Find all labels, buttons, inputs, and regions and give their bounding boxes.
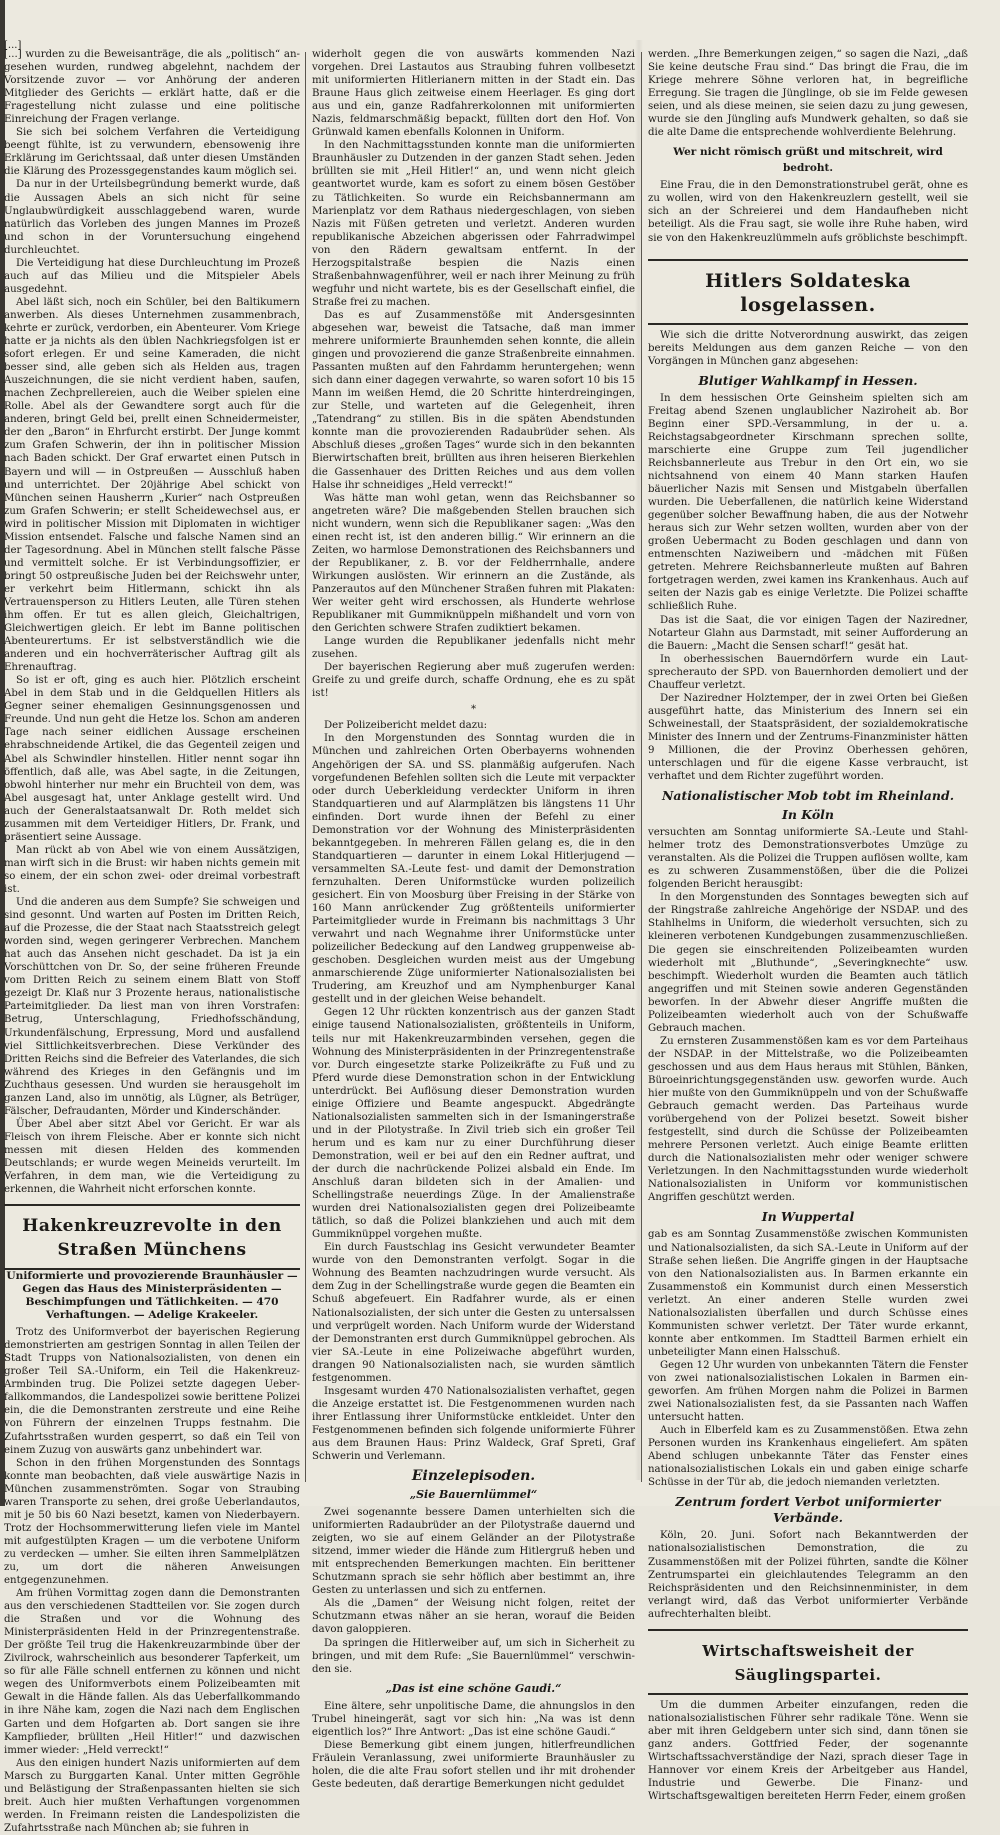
subheadline-bauernluemmel: „Sie Bauernlümmel“ xyxy=(409,1488,538,1502)
col3-paragraph: Eine Frau, die in den Demonstrationstrubel gerät, ohne es zu wollen, wird von den Hakenkreuzlern gestellt, weil sie sich an der Schreierei und dem Handaufheben nicht beteiligt. Als die Frau sagt, sie wolle ihre Ruhe haben, wird sie von den Hakenkreuzlümmeln aufs gröblichste beschimpft. xyxy=(648,180,968,244)
column-1 xyxy=(0,48,300,1834)
col3-paragraph: Gegen 12 Uhr wurden von unbekannten Tätern die Fenster von zwei nationalsozialistischen Lokalen in Barmen eingeworfen. Am frühen Morgen nahm die Polizei in Barmen zwei Nationalsozialisten fest, da sie Passanten nach Waffen untersucht hatten. xyxy=(648,1359,968,1424)
col3-paragraph: Köln, 20. Juni. Sofort nach Bekanntwerden der nationalsozialistischen Demonstration, die zu Zusammenstößen mit der Polizei führten, sandte die Kölner Zentrumspartei ein gleichlautendes Telegramm an den Reichspräsidenten und den Reichsinnenminister, in dem verlangt wird, daß das Verbot uniformierter Verbände aufrechterhalten bleibt. xyxy=(648,1530,968,1620)
col1-paragraph: So ist er oft, ging es auch hier. Plötzlich erscheint Abel in dem Stab und in die Geldquellen Hitlers als Gegner seiner ehemaligen Gesinnungsgenossen und Freunde. Und nun geht die Hetze los. Schon am anderen Tage nach seiner eidlichen Aussage erscheinen ehrabschneidende Artikel, die das Gegenteil zeigen und Abel als Schwindler hinstellen. Hitler nennt sogar ihn öffentlich, daß alle, was Abel sagte, in die Zeitungen, obwohl hinterher nur mehr ein Bruchteil von dem, was Abel ausgesagt hat, unter Anklage gestellt wird. Und auch der Generalstaatsanwalt Dr. Roth meldet sich zusammen mit dem Verteidiger Hitlers, Dr. Frank, und präsentiert seine Aussage. xyxy=(4,675,300,843)
subheadline-gaudi: „Das ist eine schöne Gaudi.“ xyxy=(385,1681,562,1695)
headline-soldateska: Hitlers Soldateska losgelassen. xyxy=(705,269,911,316)
col1-paragraph: Aus den einigen hundert Nazis uniformierten auf dem Marsch zu Burggarten Kanal. Unter mitten Gegröhle und Belästigung der Straßenpassanten hielten sie sich breit. Auch hier mußten Verhaftungen vorgenommen werden. In Freimann reisten die Landespolizisten die Zufahrtsstraße nach München ab; sie fuhren in xyxy=(4,1757,300,1834)
col3-paragraph: gab es am Sonntag Zusammenstöße zwischen Kommunisten und Nationalsozialisten, da sich SA.-Leute in Uniform auf der Straße sehen ließen. Die Angriffe gingen in der Hauptsache von den Nationalsozialisten aus. In Barmen erkannte ein Zusammenstoß ein Kommunist durch einen Messerstich verletzt. An einer anderen Stelle wurden zwei Nationalsozialisten überfallen und durch Schüsse eines Kommunisten schwer verletzt. Der Täter wurde erkannt, konnte aber entkommen. Im Stadtteil Barmen erhielt ein unbeteiligter Mann einen Halsschuß. xyxy=(648,1229,968,1358)
column-3 xyxy=(648,48,968,1803)
col1-paragraph: Und die anderen aus dem Sumpfe? Sie schweigen und sind gesonnt. Und warten auf Posten im Dritten Reich, auf die Prozesse, die der Staat nach Staatsstreich gelegt worden sind, wegen geringerer Verbrechen. Manchem hat auch das Ansehen nicht geschadet. Da ist ja ein Vorschüttchen von Dr. So, der seine früheren Freunde vom Dritten Reich zu seinem einem Blatt von Stoff gezeigt Dr. Klaß nur 3 Prozente heraus, nationalistische Parteimitglieder. Da liest man von ihren Vorstrafen: Betrug, Unterschlagung, Friedhofsschändung, Urkundenfälschung, Erpressung, Mord und ausfallend viel Sittlichkeitsverbrechen. Diese Verkünder des Dritten Reichs sind die Befreier des Vaterlandes, die sich während des Krieges in den Gefängnis und im Zuchthaus gesessen. Und wurden sie herausgeholt im ganzen Land, also im unnötig, als Lügner, als Betrüger, Fälscher, Defraudanten, Mörder und Kinderschänder. xyxy=(4,897,300,1117)
col3-headline-box xyxy=(648,259,968,325)
col2-paragraph: Gegen 12 Uhr rückten konzentrisch aus der ganzen Stadt einige tausend Nationalsozialisten, größtenteils in Uniform, teils nur mit Hakenkreuzarmbinden versehen, gegen die Wohnung des Ministerpräsidenten in der Prinzregentenstraße vor. Durch eingesetzte starke Polizeikräfte zu Fuß und zu Pferd wurde diese Demonstration schon in der Entwicklung unterdrückt. Bei Auflösung dieser Demonstration wurden einige Offiziere und Beamte angespuckt. Abgedrängte Nationalsozialisten sammelten sich in der Ismaningerstraße und in der Pilotystraße. In Zivil trieb sich ein großer Teil herum und es kam nur zu einer Durchführung dieser Demonstration, weil er bei auf den ein Redner auftrat, und der durch die nachrückende Polizei alsbald ein Ende. Im Anschluß daran bildeten sich in der Amalien- und Schellingstraße neuerdings Züge. In der Amalienstraße wurden drei Nationalsozialisten gegen drei Polizeibeamte tätlich, so daß die Polizei blankziehen und auch mit dem Gummiknüppel vorgehen mußte. xyxy=(312,1007,635,1241)
col3-paragraph: In dem hessischen Orte Geinsheim spielten sich am Freitag abend Szenen unglaublicher Naziroheit ab. Bor Beginn einer SPD.-Versammlung, in der u. a. Reichstagsabgeordneter Kirschmann sprechen sollte, marschierte eine Gruppe zum Teil jugendlicher Reichsbannerleute aus Trebur in den Ort ein, wo sie nichtsahnend von einem 40 Mann starken Haufen bäuerlicher Nazis mit Sensen und Mistgabeln überfallen wurden. Die Ueberfallenen, die natürlich keine Widerstand gegenüber solcher Bewaffnung haben, die aus der Notwehr heraus sich zur Wehr setzen wollten, wurden aber von der großen Uebermacht zu Boden geschlagen und dann von entmenschten Naziweibern und -mädchen mit Füßen getreten. Mehrere Reichsbannerleute mußten auf Bahren fortgetragen werden, zwei kamen ins Krankenhaus. Auch auf seiten der Nazis gab es einige Verletzte. Die Polizei schaffte schließlich Ruhe. xyxy=(648,392,968,613)
col2-paragraph: Eine ältere, sehr unpolitische Dame, die ahnungslos in den Trubel hineingerät, sagt vor sich hin: „Na was ist denn eigentlich los?“ Ihre Antwort: „Das ist eine schöne Gaudi.“ xyxy=(312,1700,635,1738)
col3-paragraph: versuchten am Sonntag uniformierte SA.-Leute und Stahlhelmer trotz des Demonstrationsverbotes Umzüge zu veranstalten. Als die Polizei die Truppen auflösen wollte, kam es zu schweren Zusammenstößen, über die die Polizei folgenden Bericht herausgibt: xyxy=(648,827,968,891)
col2-paragraph: Was hätte man wohl getan, wenn das Reichsbanner so angetreten wäre? Die maßgebenden Stellen brauchen sich nicht wundern, wenn sich die Republikaner sagen: „Was den einen recht ist, ist den anderen billig.“ Wir erinnern an die Zeiten, wo harmlose Demonstrationen des Reichsbanners und der Republikaner, z. B. vor der Feldherrnhalle, andere Wirkungen auslösten. Wir erinnern an die Zustände, als Panzerautos auf den Münchener Straßen fuhren mit Plakaten: Wer weiter geht wird erschossen, als Hunderte wehrlose Republikaner mit Gummiknüppeln mißhandelt und vorn von den Gerichten schwere Strafen zudiktiert bekamen. xyxy=(312,492,635,635)
col1-paragraph: [...] wurden zu die Beweisanträge, die als „politisch“ angesehen wurden, rundweg abgelehnt, nachdem der Vorsitzende zuvor — vor Anhörung der anderen Mitglieder des Gerichts — erklärt hatte, daß er die Fragestellung nicht zulasse und eine politische Einreichung der Fragen verlange. xyxy=(4,49,300,126)
asterisk-separator: * xyxy=(470,704,477,716)
column-rule xyxy=(641,52,642,1482)
column-2 xyxy=(312,48,635,1790)
col2-paragraph: Da springen die Hitlerweiber auf, um sich in Sicherheit zu bringen, und mit dem Rufe: „Sie Bauernlümmel“ verschwinden sie. xyxy=(312,1637,635,1675)
col2-paragraph: widerholt gegen die von auswärts kommenden Nazi vorgehen. Drei Lastautos aus Straubing fuhren vollbesetzt mit uniformierten Hitlerianern mitten in der Stadt ein. Das Braune Haus glich zeitweise einem Heerlager. Es ging dort aus und ein, ganze Radfahrerkolonnen mit uniformierten Nazis, feldmarschmäßig bepackt, füllten dort den Hof. Von Grünwald kamen ebenfalls Kolonnen in Uniform. xyxy=(312,49,635,139)
col3-paragraph: In den Morgenstunden des Sonntages bewegten sich auf der Ringstraße zahlreiche Angehörige der NSDAP. und des Stahlhelms in Uniform, die wiederholt versuchten, sich zu kleineren verbotenen Kundgebungen zusammenzuschließen. Die gegen sie einschreitenden Polizeibeamten wurden wiederholt mit „Bluthunde“, „Severingknechte“ usw. beschimpft. Wiederholt wurden die Beamten auch tätlich angegriffen und mit Steinen sowie anderen Gegenständen beworfen. In der Abwehr dieser Angriffe mußten die Polizeibeamten wiederholt auch von der Schußwaffe Gebrauch machen. xyxy=(648,892,968,1034)
headline-hakenkreuzrevolte: Hakenkreuzrevolte in den Straßen Münchens xyxy=(22,1216,282,1261)
headline-wuppertal: In Wuppertal xyxy=(761,1209,855,1225)
col1-subheadline: Uniformierte und provozierende Braunhäusler — Gegen das Haus des Ministerpräsidenten — Beschimpfungen und Tätlichkeiten. — 470 Verhaftungen. — Adelige Krakeeler. xyxy=(6,1270,298,1322)
headline-rheinland: Nationalistischer Mob tobt im Rheinland. xyxy=(661,788,955,804)
col2-paragraph: In den Nachmittagsstunden konnte man die uniformierten Braunhäusler zu Dutzenden in der ganzen Stadt sehen. Jeden brüllten sie mit „Heil Hitler!“ an, und wenn nicht gleich geantwortet wurde, kam es sofort zu einem bösen Gestöber zu Tätlichkeiten. So wurde ein Reichsbannermann am Marienplatz vor dem Rathaus niedergeschlagen, von sieben Nazis mit Füßen getreten und verletzt. Anderen wurden republikanische Abzeichen abgerissen oder Fahrradwimpel von den Rädern gewaltsam entfernt. In der Herzogspitalstraße bespien die Nazis einen Straßenbahnwagenführer, weil er nach ihrer Meinung zu früh wegfuhr und nicht wartete, bis es der Gesellschaft einfiel, die Straße frei zu machen. xyxy=(312,140,635,308)
col1-paragraph: Über Abel aber sitzt Abel vor Gericht. Er war als Fleisch von ihrem Fleische. Aber er konnte sich nicht messen mit diesen Helden des kommenden Deutschlands; er wurde wegen Meineids verurteilt. Im Verfahren, in dem man, wie die Verteidigung zu erkennen, die Wahrheit nicht erforschen konnte. xyxy=(4,1118,300,1196)
col2-paragraph: Der Polizeibericht meldet dazu: xyxy=(324,720,488,732)
col2-paragraph: Insgesamt wurden 470 Nationalsozialisten verhaftet, gegen die Anzeige erstattet ist. Die Festgenommenen wurden nach ihrer Entlassung ihrer Uniformstücke entkleidet. Unter den Festgenommenen befinden sich folgende uniformierte Führer aus dem Braunen Haus: Prinz Waldeck, Graf Spreti, Graf Schwerin und Verlemann. xyxy=(312,1385,635,1463)
column-rule xyxy=(305,52,306,1482)
col3-paragraph: Auch in Elberfeld kam es zu Zusammenstößen. Etwa zehn Personen wurden ins Krankenhaus eingeliefert. Am späten Abend schlugen unbekannte Täter das Fenster eines nationalsozialistischen Lokals ein und gaben einige scharfe Schüsse in der Tür ab, die jedoch niemanden verletzten. xyxy=(648,1425,968,1489)
col3-paragraph: werden. „Ihre Bemerkungen zeigen,“ so sagen die Nazi, „daß Sie keine deutsche Frau sind.“ Das bringt die Frau, die im Kriege mehrere Söhne verloren hat, in begreifliche Erregung. Sie tragen die Jünglinge, ob sie im Felde gewesen seien, und als diese meinen, sie seien dazu zu jung gewesen, wurde sie den Jüngling aufs Mundwerk gehalten, so daß sie die alte Dame die entsprechende wohlverdiente Belehrung. xyxy=(648,49,968,139)
col3-paragraph: In oberhessischen Bauerndörfern wurde ein Lautsprecherauto der SPD. von Bauernhorden demoliert und der Chauffeur verletzt. xyxy=(648,653,968,691)
col1-paragraph: Trotz des Uniformverbot der bayerischen Regierung demonstrierten am gestrigen Sonntag in allen Teilen der Stadt Trupps von Nationalsozialisten, von denen ein großer Teil SA.-Uniform, ein Teil die Hakenkreuz-Armbinden trug. Die Polizei setzte dagegen Ueberfallkommandos, die Landespolizei sowie berittene Polizei ein, die die Demonstranten zerstreute und eine Reihe von Führern der einzelnen Trupps festnahm. Die Zufahrtsstraßen wurden gesperrt, so daß ein Teil von einem Zuzug von auswärts ganz unbehindert war. xyxy=(4,1327,300,1456)
col3-paragraph: Zu ernsteren Zusammenstößen kam es vor dem Parteihaus der NSDAP. in der Mittelstraße, wo die Polizeibeamten geschossen und aus dem Haus heraus mit Stühlen, Bänken, Büroeinrichtungsgegenständen usw. geworfen wurde. Auch hier mußte von den Gummiknüppeln und von der Schußwaffe Gebrauch gemacht werden. Das Parteihaus wurde vorübergehend von der Polizei besetzt. Soweit bisher festgestellt, sind durch die Schüsse der Polizeibeamten mehrere Personen verletzt. Auch einige Beamte erlitten durch die Nationalsozialisten mehr oder weniger schwere Verletzungen. In den Nachmittagsstunden wurde wiederholt Nationalsozialisten in Uniform vor kommunistischen Angriffen geschützt werden. xyxy=(648,1035,968,1204)
col3-paragraph: Um die dummen Arbeiter einzufangen, reden die nationalsozialistischen Führer sehr radikale Töne. Wenn sie aber mit ihren Geldgebern unter sich sind, dann tönen sie ganz anders. Gottfried Feder, der sogenannte Wirtschaftssachverständige der Nazi, sprach dieser Tage in Hannover vor einem Kreis der Arbeitgeber aus Handel, Industrie und Gewerbe. Die Finanz- und Wirtschaftsgewaltigen bereiteten Herrn Feder, einem großen xyxy=(648,1699,968,1803)
col1-paragraph: Sie sich bei solchem Verfahren die Verteidigung beengt fühlte, ist zu verwundern, ebensowenig ihre Erklärung im Gerichtssaal, daß unter diesen Umständen die Klärung des Prozessgegenstandes kaum möglich sei. xyxy=(4,127,300,178)
col2-paragraph: Das es auf Zusammenstöße mit Andersgesinnten abgesehen war, beweist die Tatsache, daß man immer mehrere uniformierte Braunhemden sehen konnte, die allein gingen und provozierend die ganze Straßenbreite einnahmen. Passanten mußten auf den Fahrdamm heruntergehen; wenn sich dann einer dagegen verwahrte, so waren sofort 10 bis 15 Mann im weißen Hemd, die 20 Schritte hinterdreingingen, zur Stelle, und warteten auf die Gelegenheit, ihren „Tatendrang“ zu stillen. Bis in die späten Abendstunden konnte man die provozierenden Radaubrüder sehen. Als Abschluß dieses „großen Tages“ wurde sich in den bekannten Bierwirtschaften breit, brüllten aus ihren heiseren Bierkehlen die Gassenhauer des Dritten Reiches und aus dem vollen Halse ihr schneidiges „Held verreckt!“ xyxy=(312,309,635,491)
col3-headline-box-2 xyxy=(648,1629,968,1695)
col2-paragraph: In den Morgenstunden des Sonntag wurden die in München und zahlreichen Orten Oberbayerns wohnenden Angehörigen der SA. und SS. planmäßig aufgerufen. Nach vorgefundenen Befehlen sollten sich die Leute mit verpackter oder durch Ueberkleidung verdeckter Uniform in ihren Standquartieren und auf Alarmplätzen bis längstens 11 Uhr einfinden. Dort wurde ihnen der Befehl zu einer Demonstration vor der Wohnung des Ministerpräsidenten bekanntgegeben. In mehreren Fällen gelang es, die in den Standquartieren — darunter in einem Lokal Hitlerjugend — versammelten SA.-Leute fest- und damit der Demonstration fernzuhalten. Deren Uniformstücke wurden polizeilich gesichert. Ein von Moosburg über Freising in der Stärke von 160 Mann anrückender Zug größtenteils uniformierter Parteimitglieder wurde in Freimann bis nachmittags 3 Uhr verwahrt und nach Wegnahme ihrer Uniformstücke unter polizeilicher Bedeckung auf den Landweg gruppenweise abgeschoben. Desgleichen wurden meist aus der Umgebung anmarschierende Züge uniformierter Nationalsozialisten bei Trudering, am Kreuzhof und am Nymphenburger Kanal gestellt und in der gleichen Weise behandelt. xyxy=(312,733,635,1006)
headline-einzelepisoden: Einzelepisoden. xyxy=(411,1468,536,1485)
headline-saeuglingspartei: Wirtschaftsweisheit der Säuglingspartei. xyxy=(702,1641,914,1684)
col2-paragraph: Diese Bemerkung gibt einem jungen, hitlerfreundlichen Fräulein Veranlassung, zwei uniformierte Braunhäusler zu holen, die die alte Frau sofort stellen und ihr mit drohender Geste bedeuten, daß derartige Bemerkungen nicht geduldet xyxy=(312,1739,635,1790)
col1-paragraph: Schon in den frühen Morgenstunden des Sonntags konnte man beobachten, daß viele auswärtige Nazis in München zusammenströmten. Sogar von Straubing waren Transporte zu sehen, drei große Ueberlandautos, mit je 50 bis 60 Nazi besetzt, kamen von Niederbayern. Trotz der Hochsommerwitterung liefen viele im Mantel mit aufgestülpten Kragen — um die verbotene Uniform zu verdecken — umher. Sie eilten ihren Sammelplätzen zu, um dort die näheren Anweisungen entgegenzunehmen. xyxy=(4,1457,300,1587)
col2-paragraph: Der bayerischen Regierung aber muß zugerufen werden: Greife zu und greife durch, schaffe Ordnung, ehe es zu spät ist! xyxy=(312,662,635,700)
col1-headline-box xyxy=(4,1204,300,1270)
col1-paragraph: Am frühen Vormittag zogen dann die Demonstranten aus den verschiedenen Stadtteilen vor. Sie zogen durch die Straßen und vor die Wohnung des Ministerpräsidenten Held in der Prinzregentenstraße. Der größte Teil trug die Hakenkreuzarmbinde über der Zivilrock, wahrscheinlich aus besonderer Tapferkeit, um so für alle Fälle schnell entfernen zu können und nicht wegen des Uniformverbots einem Polizeibeamten mit Gewalt in die Hände fallen. Als das Ueberfallkommando in ihre Nähe kam, zogen die Nazi nach dem Englischen Garten und dem Hofgarten ab. Dort sangen sie ihre Kampflieder, brüllten „Heil Hitler!“ und dazwischen immer wieder: „Held verreckt!“ xyxy=(4,1588,300,1756)
col1-paragraph: Die Verteidigung hat diese Durchleuchtung im Prozeß auch auf das Milieu und die Mitspieler Abels ausgedehnt. xyxy=(4,257,300,295)
col3-paragraph: Das ist die Saat, die vor einigen Tagen der Naziredner, Notarteur Glahn aus Darmstadt, mit seiner Aufforderung an die Bauern: „Macht die Sensen scharf!“ gesät hat. xyxy=(648,614,968,652)
col1-paragraph: Man rückt ab von Abel wie von einem Aussätzigen, man wirft sich in die Brust: wir haben nichts gemein mit so einem, der ein schon zwei- oder dreimal vorbestraft ist. xyxy=(4,844,300,895)
col2-paragraph: Lange wurden die Republikaner jedenfalls nicht mehr zusehen. xyxy=(312,636,635,661)
col2-paragraph: Zwei sogenannte bessere Damen unterhielten sich die uniformierten Radaubrüder an der Pilotystraße dauernd und zeigten, wo sie auf einem Geländer an der Pilotystraße sitzend, immer wieder die Hände zum Hitlergruß heben und mit entsprechenden Bemerkungen machten. Ein berittener Schutzmann sprach sie sehr höflich aber bestimmt an, ihre Gesten zu unterlassen und sich zu entfernen. xyxy=(312,1507,635,1597)
col3-paragraph: Wie sich die dritte Notverordnung auswirkt, das zeigen bereits Meldungen aus dem ganzen Reiche — von den Vorgängen in München ganz abgesehen: xyxy=(648,329,968,367)
col3-paragraph: Der Naziredner Holztemper, der in zwei Orten bei Gießen ausgeführt hatte, das Ministerium des Innern sei ein Schweinestall, der Staatspräsident, der sozialdemokratische Minister des Innern und der Zentrums-Finanzminister hätten 9 Millionen, die der Provinz Oberhessen gehören, unterschlagen und für die eigene Kasse verbraucht, ist verhaftet und dem Richter zugeführt worden. xyxy=(648,692,968,783)
col1-paragraph: Da nur in der Urteilsbegründung bemerkt wurde, daß die Aussagen Abels an sich nicht für seine Unglaubwürdigkeit ausschlaggebend waren, wurde natürlich das Vorleben des jungen Mannes im Prozeß und schon in der Voruntersuchung eingehend durchleuchtet. xyxy=(4,179,300,256)
headline-koeln: In Köln xyxy=(781,807,835,823)
col2-paragraph: Ein durch Faustschlag ins Gesicht verwundeter Beamter wurde von den Demonstranten verfolgt. Sogar in die Wohnung des Beamten nachzudringen wurde versucht. Als dem Zug in der Schellingstraße wurde gegen die Beamten ein Schuß abgefeuert. Ein Radfahrer wurde, als er einen Nationalsozialisten, der sich unter die Gesten zu untersalssen und verprügelt worden. Nach Uniform wurde der Widerstand der Demonstranten erst durch Gummiknüppel gebrochen. Als vier SA.-Leute in eine Polizeiwache abgeführt wurden, drangen 90 Nationalsozialisten nach, sie wurden sämtlich festgenommen. xyxy=(312,1242,635,1384)
col2-paragraph: Als die „Damen“ der Weisung nicht folgen, reitet der Schutzmann etwas näher an sie heran, worauf die Beiden davon galoppieren. xyxy=(312,1598,635,1636)
col1-paragraph: Abel läßt sich, noch ein Schüler, bei den Baltikumern anwerben. Als dieses Unternehmen zusammenbrach, kehrte er zurück, verdorben, ein Abenteurer. Vom Kriege hatte er ja nichts als den üblen Nachkriegsfolgen ist er sofort erlegen. Er und seine Kameraden, die nicht besser sind, alle geben sich als Helden aus, tragen Auszeichnungen, die sie nicht verdient haben, saufen, machen Zechprellereien, auch die Weiber spielen eine Rolle. Abel als der Gewandtere sorgt auch für die anderen, bringt Geld bei, prellt einen Schneidermeister, der den „Baron“ in Ehrfurcht erstirbt. Der Junge kommt zum Grafen Schwerin, der ihn in politischer Mission nach Baden schickt. Der Graf erwartet einen Putsch in Bayern und will — in Ostpreußen — Ausschluß haben und unterrichtet. Der 20jährige Abel schickt von München seinen Hausherrn „Kurier“ nach Ostpreußen zum Grafen Schwerin; er stellt Scheidewechsel aus, er wird in politischer Mission mit Diplomaten in wichtiger Mission entsendet. Falsche und falsche Namen sind an der Tagesordnung. Abel in München stellt falsche Pässe und vermittelt solche. Er ist Verbindungsoffizier, er bringt 50 ostpreußische Juden bei der Reichswehr unter, er verkehrt beim Hitlermann, schickt ihn als Vertrauensperson zu Hitlers Leuten, alle Türen stehen ihm offen. Er tut es allen gleich, Gleichaltrigen, Gleichwertigen gleich. Er lebt im Banne politischen Abenteurertums. Er ist selbstverständlich wie die anderen und ein hochverräterischer Auftrag gilt als Ehrenauftrag. xyxy=(4,296,300,674)
col3-subheading: Wer nicht römisch grüßt und mitschreit, wird bedroht. xyxy=(673,146,943,175)
headline-hessen: Blutiger Wahlkampf in Hessen. xyxy=(698,372,918,388)
header-fragment: [...] xyxy=(4,40,22,51)
headline-zentrum: Zentrum fordert Verbot uniformierter Verbände. xyxy=(675,1494,941,1526)
